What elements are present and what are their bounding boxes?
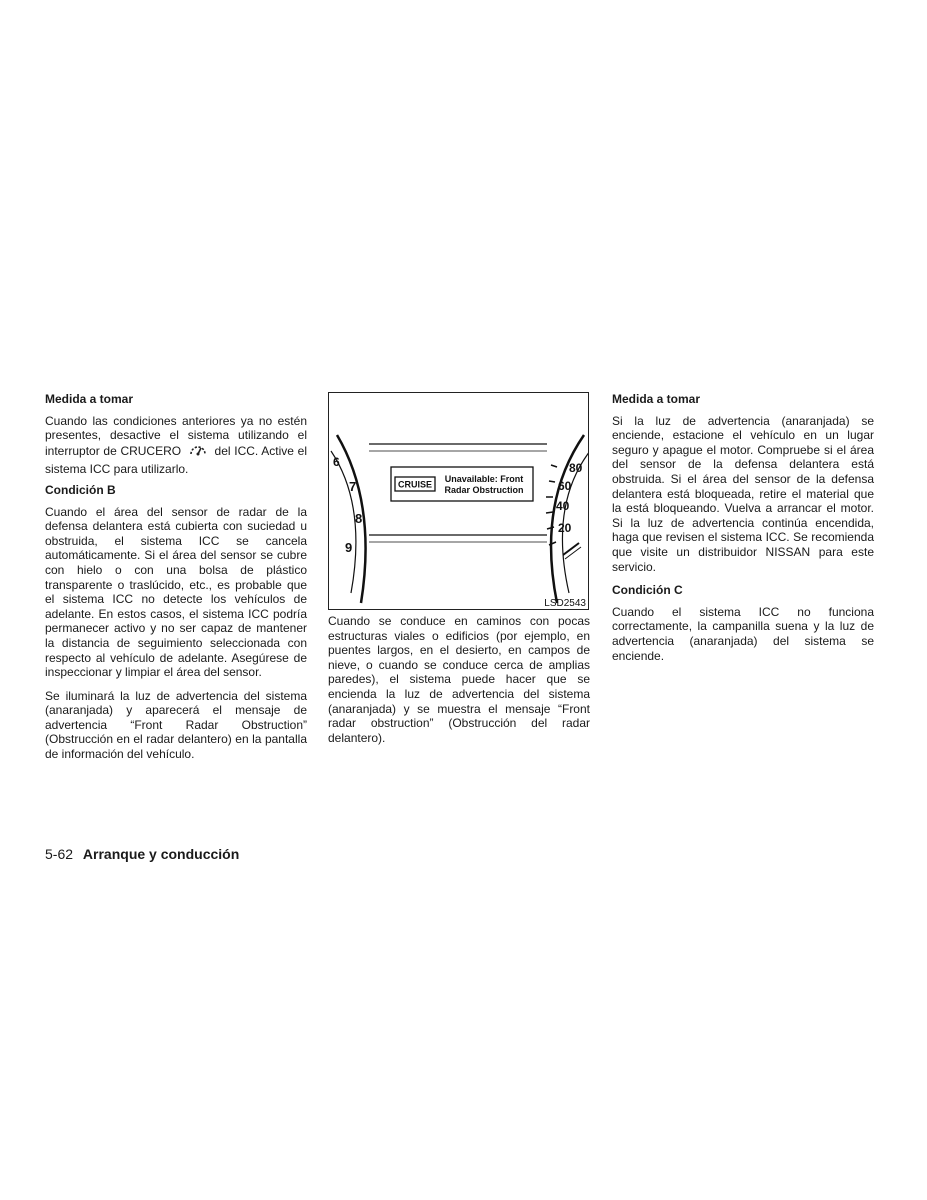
- middle-column: [328, 614, 590, 751]
- paragraph-sensor-cubierto: Cuando el área del sensor de radar de la defensa delantera está cubierta con suciedad u obstruida, el sistema ICC se cancela automáticamente. Si el área del sensor se cubre con hielo o con una bolsa de plástico transparente o traslúcido, etc., es probable que el sistema ICC no detecte los vehículos de adelante. En estos casos, el sistema ICC podría permanecer activo y no ser capaz de mantener la distancia de seguimiento seleccionada con respecto al vehículo de adelante. Asegúrese de inspeccionar y limpiar el área del sensor.: [45, 504, 307, 680]
- paragraph-luz-advertencia: Se iluminará la luz de advertencia del sistema (anaranjada) y aparecerá el mensaje de advertencia “Front Radar Obstruction” (Obstrucción en el radar delantero) en la pantalla de información del vehículo.: [45, 688, 307, 762]
- cruise-switch-icon: [187, 443, 209, 463]
- heading-medida-a-tomar: Medida a tomar: [45, 392, 134, 406]
- page-number: 5-62: [45, 846, 74, 862]
- instrument-cluster-figure: [328, 392, 589, 610]
- right-gauge-tick-20: 20: [558, 521, 572, 535]
- right-gauge-tick-80: 80: [569, 461, 583, 475]
- left-column: [45, 392, 307, 768]
- left-gauge-tick-7: 7: [349, 479, 357, 494]
- right-column: [612, 392, 874, 669]
- left-gauge-tick-6: 6: [333, 455, 340, 469]
- paragraph-text: del ICC. Active el sistema ICC para utilizarlo.: [45, 443, 307, 477]
- message-line-1: Unavailable: Front: [444, 474, 524, 484]
- paragraph-campanilla-suena: Cuando el sistema ICC no funciona correctamente, la campanilla suena y la luz de advertencia (anaranjada) del sistema se enciende.: [612, 604, 874, 663]
- page-footer: [45, 846, 239, 862]
- left-gauge-inner-arc: [331, 451, 356, 593]
- cruise-indicator-text: CRUISE: [397, 479, 433, 490]
- left-gauge-tick-8: 8: [355, 511, 363, 526]
- paragraph-estacione-vehiculo: Si la luz de advertencia (anaranjada) se enciende, estacione el vehículo en un lugar seguro y apague el motor. Compruebe si el área del sensor de la defensa delantera está obstruida. Si el área del sensor de la defensa delantera está bloqueada, retire el material que la está bloqueando. Vuelva a arrancar el motor. Si la luz de advertencia continúa encendida, haga que revisen el sistema ICC. Se recomienda que visite un distribuidor NISSAN para este servicio.: [612, 413, 874, 574]
- right-gauge-tick-40: 40: [556, 499, 570, 513]
- message-line-2: Radar Obstruction: [444, 485, 524, 495]
- section-title: Arranque y conducción: [82, 846, 240, 862]
- paragraph-text: Cuando las condiciones anteriores ya no estén presentes, desactive el sistema utilizando el interruptor de CRUCERO: [45, 413, 307, 458]
- right-gauge-needle: [563, 543, 579, 555]
- figure-code: LSD2543: [544, 598, 586, 609]
- heading-condicion-b: Condición B: [45, 482, 116, 497]
- heading-medida-a-tomar-2: Medida a tomar: [612, 392, 701, 406]
- paragraph-desactive-sistema: [45, 414, 307, 477]
- heading-condicion-c: Condición C: [612, 583, 683, 598]
- paragraph-caminos-pocas-estructuras: Cuando se conduce en caminos con pocas estructuras viales o edificios (por ejemplo, en puentes largos, en el desierto, en campos de nieve, o cuando se conduce cerca de amplias paredes), el sistema puede hacer que se encienda la luz de advertencia del sistema (anaranjada) y se muestra el mensaje “Front radar obstruction” (Obstrucción del radar delantero).: [328, 614, 590, 745]
- right-gauge-needle-edge: [565, 547, 581, 559]
- left-gauge-tick-9: 9: [345, 540, 353, 555]
- right-gauge-tick-60: 60: [558, 479, 572, 493]
